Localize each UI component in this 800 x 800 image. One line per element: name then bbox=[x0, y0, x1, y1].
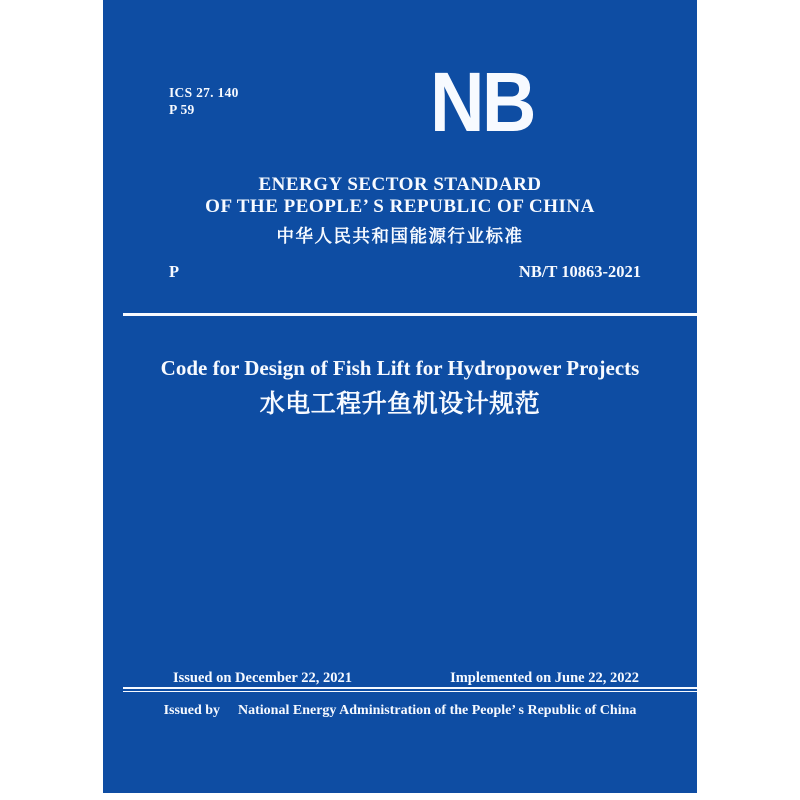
issued-by-row bbox=[103, 701, 697, 720]
nb-logo: NB bbox=[430, 55, 534, 149]
issued-by-value: National Energy Administration of the People’ s Republic of China bbox=[238, 703, 637, 718]
implemented-date: Implemented on June 22, 2022 bbox=[450, 670, 639, 686]
title-chinese: 水电工程升鱼机设计规范 bbox=[259, 389, 541, 418]
standard-name-zh: 中华人民共和国能源行业标准 bbox=[276, 227, 524, 247]
standard-heading bbox=[103, 174, 697, 248]
standard-cover bbox=[103, 0, 697, 793]
ics-block bbox=[169, 84, 239, 118]
doc-class-letter: P bbox=[169, 262, 180, 281]
issued-date: Issued on December 22, 2021 bbox=[173, 670, 352, 686]
issued-by-label: Issued by bbox=[163, 703, 221, 718]
standard-number: NB/T 10863-2021 bbox=[518, 262, 641, 281]
standard-name-en-line2: OF THE PEOPLE’ S REPUBLIC OF CHINA bbox=[205, 195, 595, 217]
classification-code: P 59 bbox=[169, 102, 195, 117]
horizontal-rule-top bbox=[123, 313, 697, 316]
code-row bbox=[169, 262, 641, 281]
ics-code: ICS 27. 140 bbox=[169, 85, 239, 100]
standard-name-en-line1: ENERGY SECTOR STANDARD bbox=[258, 174, 542, 195]
horizontal-rule-bottom bbox=[123, 687, 697, 692]
dates-row bbox=[173, 669, 639, 688]
title-english: Code for Design of Fish Lift for Hydropower Projects bbox=[160, 356, 640, 380]
